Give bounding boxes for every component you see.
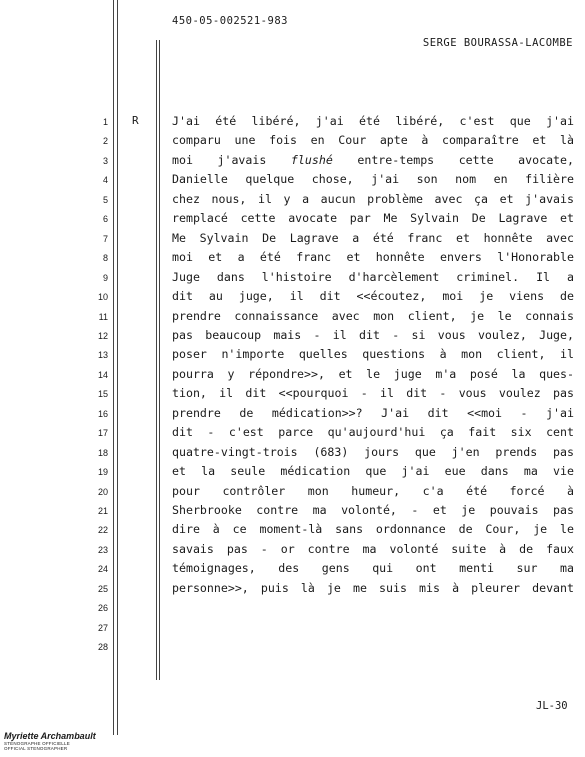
line-number: 26	[97, 603, 108, 614]
stamp-name: Myriette Archambault	[4, 731, 96, 741]
transcript-line: tion, il dit <<pourquoi - il dit - vous voulez pas	[172, 386, 574, 401]
transcript-line: comparu une fois en Cour apte à comparaître et là	[172, 133, 574, 148]
line-number: 17	[97, 428, 108, 439]
transcript-line: quatre-vingt-trois (683) jours que j'en prends pas	[172, 444, 574, 459]
transcript-line: Me Sylvain De Lagrave a été franc et honnête avec	[172, 230, 574, 245]
transcript-line: dire à ce moment-là sans ordonnance de Cour, je le	[172, 522, 574, 537]
transcript-line: Danielle quelque chose, j'ai son nom en filière	[172, 172, 574, 187]
case-number: 450-05-002521-983	[172, 15, 288, 27]
line-number: 7	[102, 233, 108, 244]
transcript-line: prendre de médication>>? J'ai dit <<moi - j'ai	[172, 405, 574, 420]
stamp-line-1: STÉNOGRAPHE OFFICIELLE	[4, 741, 70, 746]
line-number: 1	[102, 117, 108, 127]
margin-rule-left-2	[117, 0, 118, 735]
speaker-label: R	[132, 114, 139, 127]
transcript-line: chez nous, il y a aucun problème avec ça et j'avais	[172, 191, 574, 206]
witness-name: SERGE BOURASSA-LACOMBE	[422, 37, 573, 49]
line-number: 23	[97, 544, 108, 555]
line-number: 5	[102, 194, 108, 205]
transcript-line: moi et a été franc et honnête envers l'Honorable	[172, 250, 574, 265]
margin-rule-left-1	[113, 0, 114, 735]
transcript-line: savais pas - or contre ma volonté suite à de faux	[172, 541, 574, 556]
line-number: 21	[97, 506, 108, 516]
line-number: 9	[102, 272, 108, 283]
transcript-line: remplacé cette avocate par Me Sylvain De Lagrave et	[172, 211, 574, 226]
transcript-line: Sherbrooke contre ma volonté, - et je pouvais pas	[172, 503, 574, 517]
line-number: 19	[97, 467, 108, 478]
transcript-line: Juge dans l'histoire d'harcèlement criminel. Il a	[172, 269, 574, 284]
transcript-line: prendre connaissance avec mon client, je le connais	[172, 308, 574, 323]
line-number: 28	[97, 642, 108, 653]
line-number: 16	[97, 408, 108, 419]
transcript-line: moi j'avais flushé entre-temps cette avocate,	[172, 152, 574, 167]
transcript-line: et la seule médication que j'ai eue dans ma vie	[172, 464, 574, 479]
transcript-line: personne>>, puis là je me suis mis à pleurer devant	[172, 580, 574, 595]
transcript-line: J'ai été libéré, j'ai été libéré, c'est que j'ai	[172, 114, 574, 128]
margin-rule-right-1	[156, 40, 157, 680]
line-number: 25	[97, 583, 108, 594]
line-number: 24	[97, 564, 108, 575]
transcript-line: pour contrôler mon humeur, c'a été forcé à	[172, 483, 574, 498]
line-number: 14	[97, 369, 108, 380]
line-number: 27	[97, 622, 108, 633]
line-number: 18	[97, 447, 108, 458]
line-number: 22	[97, 525, 108, 536]
line-number: 2	[102, 136, 108, 147]
line-number: 13	[97, 350, 108, 361]
transcript-line: pourra y répondre>>, et le juge m'a posé la ques-	[172, 366, 574, 381]
line-number: 3	[102, 155, 108, 166]
margin-rule-right-2	[159, 40, 160, 680]
line-number: 11	[98, 311, 108, 322]
stenographer-stamp	[4, 731, 96, 751]
transcript-line: témoignages, des gens qui ont menti sur ma	[172, 561, 574, 576]
line-number: 12	[97, 330, 108, 341]
stamp-line-2: OFFICIAL STENOGRAPHER	[4, 746, 68, 751]
line-number: 15	[97, 389, 108, 400]
transcript-line: pas beaucoup mais - il dit - si vous voulez, Juge,	[172, 327, 574, 342]
line-number: 6	[102, 214, 108, 225]
line-number: 8	[102, 253, 108, 264]
transcript-line: dit - c'est parce qu'aujourd'hui ça fait six cent	[172, 425, 574, 440]
line-number: 20	[97, 486, 108, 497]
transcript-line: dit au juge, il dit <<écoutez, moi je viens de	[172, 289, 574, 304]
italic-term: flushé	[290, 152, 333, 167]
line-number: 4	[102, 175, 108, 186]
page-reference: JL-30	[536, 700, 568, 712]
line-number: 10	[97, 292, 108, 303]
transcript-line: poser n'importe quelles questions à mon client, il	[172, 347, 574, 362]
